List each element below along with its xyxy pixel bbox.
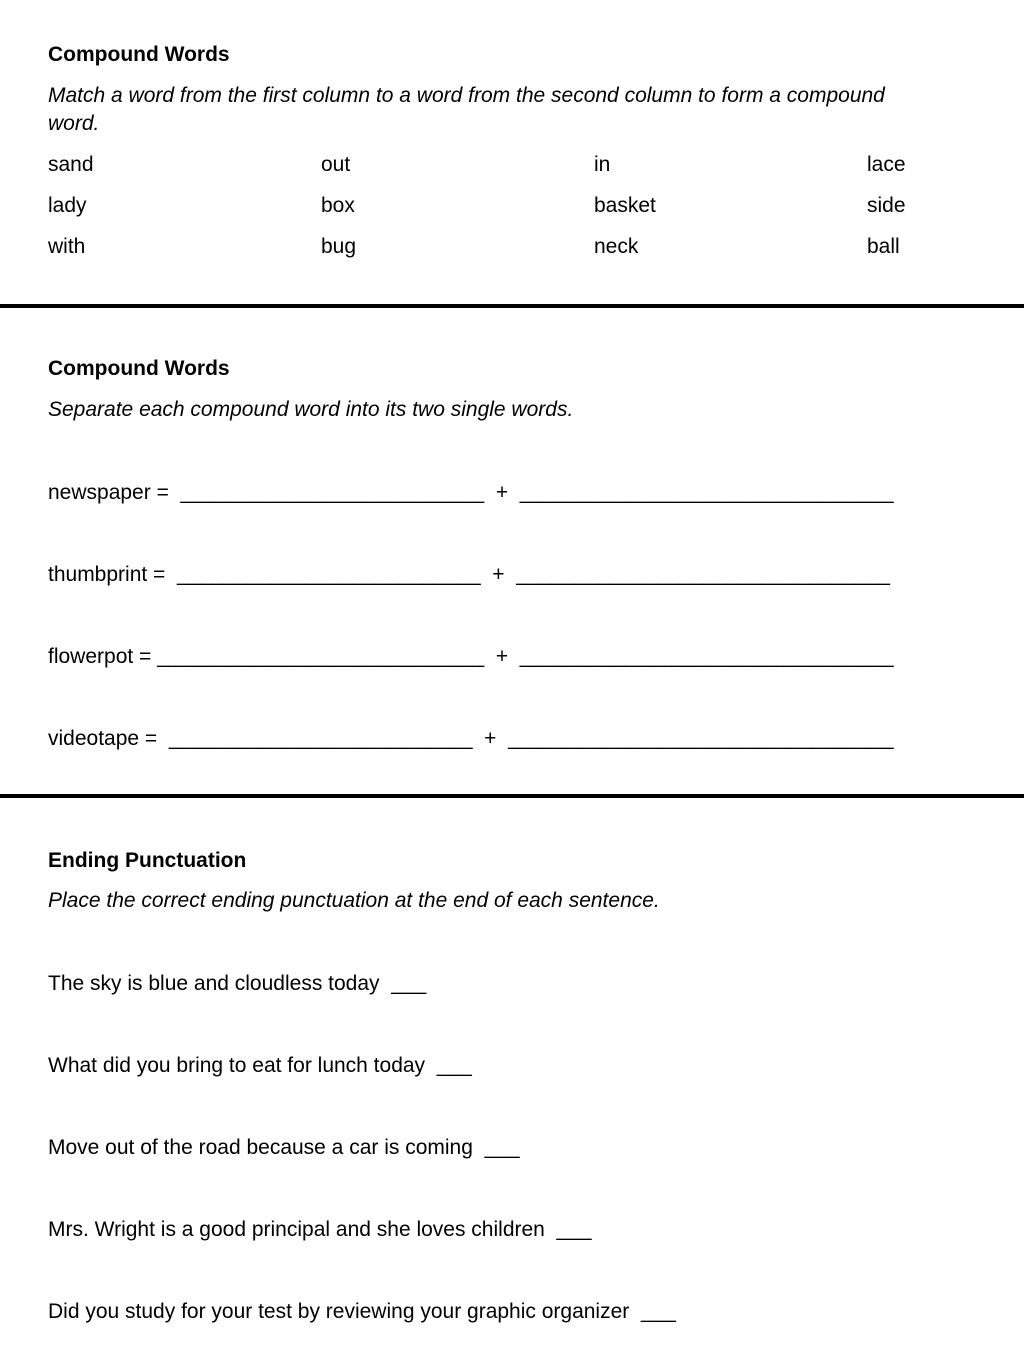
grid-word: lady bbox=[48, 194, 87, 217]
grid-word: side bbox=[867, 194, 906, 217]
punctuation-sentence[interactable]: Did you study for your test by reviewing your graphic organizer ___ bbox=[48, 1300, 676, 1323]
section1-instruction-line1: Match a word from the first column to a word from the second column to form a compound bbox=[48, 84, 885, 107]
grid-word: with bbox=[48, 235, 86, 258]
punctuation-sentence[interactable]: The sky is blue and cloudless today ___ bbox=[48, 972, 427, 995]
compound-split-item[interactable]: flowerpot = ____________________________ + ________________________________ bbox=[48, 645, 894, 668]
grid-word: in bbox=[594, 153, 611, 176]
section1-instruction-line2: word. bbox=[48, 112, 100, 135]
grid-word: ball bbox=[867, 235, 900, 258]
grid-word: lace bbox=[867, 153, 906, 176]
section3-title: Ending Punctuation bbox=[48, 849, 247, 872]
section1-title: Compound Words bbox=[48, 43, 230, 66]
section-divider bbox=[0, 304, 1024, 308]
compound-split-item[interactable]: thumbprint = __________________________ + ________________________________ bbox=[48, 563, 890, 586]
section-divider bbox=[0, 794, 1024, 798]
grid-word: box bbox=[321, 194, 355, 217]
grid-word: sand bbox=[48, 153, 94, 176]
section3-instruction: Place the correct ending punctuation at the end of each sentence. bbox=[48, 889, 660, 912]
grid-word: out bbox=[321, 153, 351, 176]
section2-instruction: Separate each compound word into its two single words. bbox=[48, 398, 574, 421]
punctuation-sentence[interactable]: Move out of the road because a car is coming ___ bbox=[48, 1136, 520, 1159]
punctuation-sentence[interactable]: What did you bring to eat for lunch today ___ bbox=[48, 1054, 472, 1077]
punctuation-sentence[interactable]: Mrs. Wright is a good principal and she loves children ___ bbox=[48, 1218, 592, 1241]
grid-word: bug bbox=[321, 235, 357, 258]
section2-title: Compound Words bbox=[48, 357, 230, 380]
compound-split-item[interactable]: newspaper = __________________________ + ________________________________ bbox=[48, 481, 894, 504]
grid-word: neck bbox=[594, 235, 639, 258]
compound-split-item[interactable]: videotape = __________________________ + _________________________________ bbox=[48, 727, 894, 750]
grid-word: basket bbox=[594, 194, 656, 217]
